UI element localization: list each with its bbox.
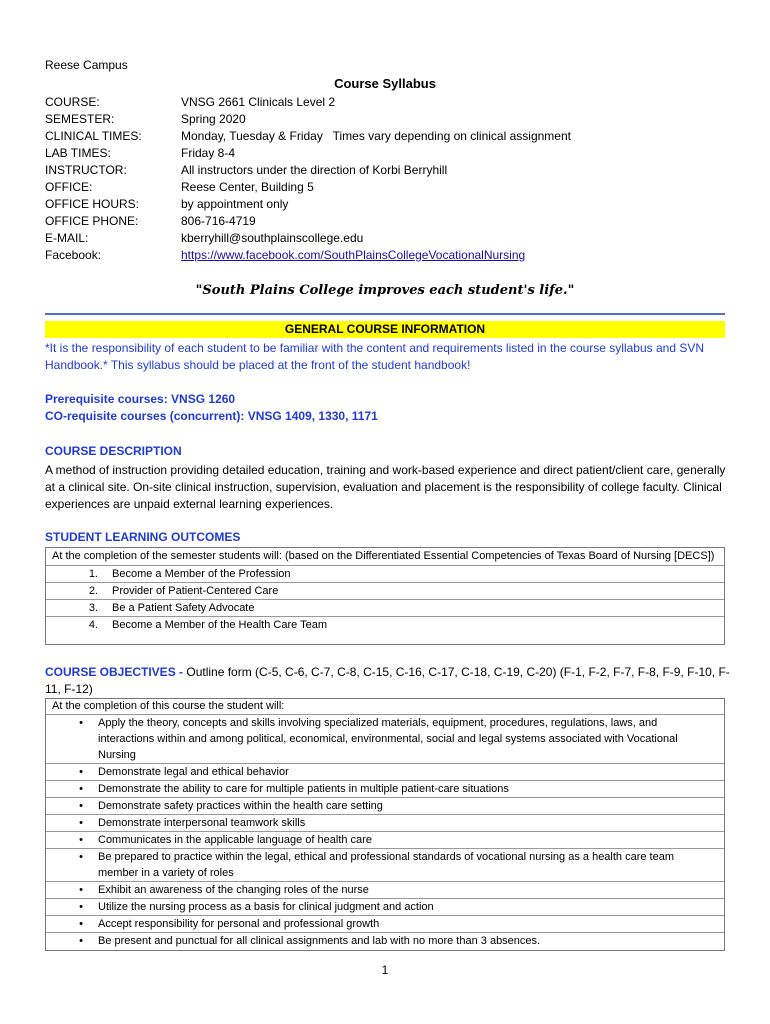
- objective-item: [46, 715, 724, 764]
- info-label: E-MAIL:: [45, 231, 89, 245]
- objective-text: Apply the theory, concepts and skills involving specialized materials, equipment, procedures, regulations, laws, and interactions within and among political, economical, environmental, social and legal systems associated with Vocational Nursing: [98, 717, 678, 761]
- info-label: OFFICE PHONE:: [45, 214, 139, 228]
- slo-item: [46, 600, 724, 617]
- info-row-office-phone: [45, 213, 571, 230]
- objectives-title: COURSE OBJECTIVES -: [45, 665, 184, 679]
- objective-text: Exhibit an awareness of the changing roles of the nurse: [98, 884, 369, 896]
- info-label: SEMESTER:: [45, 112, 115, 126]
- objective-text: Demonstrate interpersonal teamwork skills: [98, 817, 306, 829]
- bullet-icon: •: [79, 766, 83, 778]
- bullet-icon: •: [79, 884, 83, 896]
- objective-text: Utilize the nursing process as a basis for clinical judgment and action: [98, 901, 434, 913]
- objective-text: Be prepared to practice within the legal, ethical and professional standards of vocational nursing as a health care team member in a variety of roles: [98, 851, 675, 879]
- info-label: COURSE:: [45, 95, 100, 109]
- bullet-icon: •: [79, 783, 83, 795]
- course-objectives-heading: [45, 664, 730, 698]
- general-info-header: GENERAL COURSE INFORMATION: [45, 321, 725, 338]
- info-value: 806-716-4719: [181, 214, 256, 228]
- slo-table: [45, 547, 725, 645]
- bullet-icon: •: [79, 817, 83, 829]
- info-label: OFFICE:: [45, 180, 93, 194]
- bullet-icon: •: [79, 834, 83, 846]
- slo-number: 2.: [88, 585, 98, 597]
- objective-item: [46, 764, 724, 781]
- email-address: kberryhill@southplainscollege.edu: [181, 231, 364, 245]
- info-row-office: [45, 179, 571, 196]
- objective-text: Demonstrate the ability to care for multiple patients in multiple patient-care situations: [98, 783, 509, 795]
- info-row-semester: [45, 111, 571, 128]
- objective-item: [46, 882, 724, 899]
- info-label: CLINICAL TIMES:: [45, 129, 142, 143]
- info-label: OFFICE HOURS:: [45, 197, 140, 211]
- objective-item: [46, 916, 724, 933]
- objective-item: [46, 815, 724, 832]
- info-value: VNSG 2661 Clinicals Level 2: [181, 95, 336, 109]
- page-number: 1: [381, 963, 389, 977]
- slo-text: Become a Member of the Profession: [112, 568, 291, 580]
- objective-text: Demonstrate legal and ethical behavior: [98, 766, 289, 778]
- objectives-table: [45, 698, 725, 951]
- objective-item: [46, 781, 724, 798]
- info-label: Facebook:: [45, 248, 102, 262]
- bullet-icon: •: [79, 800, 83, 812]
- facebook-value: [181, 247, 525, 264]
- objectives-outline: Outline form (C-5, C-6, C-7, C-8, C-15, C-16, C-17, C-18, C-19, C-20) (F-1, F-2, F-7, F-8, F-9, F-10, F-11, F-12): [45, 665, 730, 696]
- course-description-heading: COURSE DESCRIPTION: [45, 444, 182, 458]
- responsibility-notice: *It is the responsibility of each student to be familiar with the content and requirements listed in the course syllabus and SVN Handbook.* This syllabus should be placed at the front of the student handbook!: [45, 341, 705, 372]
- bullet-icon: •: [79, 901, 83, 913]
- objective-item: [46, 899, 724, 916]
- info-row-email: [45, 230, 571, 247]
- slo-number: 4.: [88, 619, 98, 631]
- objective-item: [46, 933, 724, 949]
- objective-item: [46, 798, 724, 815]
- objective-text: Be present and punctual for all clinical assignments and lab with no more than 3 absences.: [98, 935, 541, 947]
- objectives-intro: At the completion of this course the student will:: [46, 699, 724, 715]
- slo-heading: STUDENT LEARNING OUTCOMES: [45, 530, 241, 544]
- slo-text: Be a Patient Safety Advocate: [112, 602, 255, 614]
- prerequisite-courses: Prerequisite courses: VNSG 1260: [45, 392, 236, 406]
- bullet-icon: •: [79, 851, 83, 863]
- slo-text: Become a Member of the Health Care Team: [112, 619, 328, 631]
- info-row-facebook: [45, 247, 571, 264]
- info-value: All instructors under the direction of Korbi Berryhill: [181, 163, 448, 177]
- slo-text: Provider of Patient-Centered Care: [112, 585, 279, 597]
- slo-item: [46, 566, 724, 583]
- requisites-block: [45, 391, 378, 425]
- course-info-block: [45, 94, 571, 264]
- objective-text: Communicates in the applicable language of health care: [98, 834, 372, 846]
- section-divider: [45, 313, 725, 315]
- document-title: Course Syllabus: [334, 76, 436, 91]
- info-row-clinical-times: [45, 128, 571, 145]
- objective-text: Accept responsibility for personal and professional growth: [98, 918, 380, 930]
- info-value: by appointment only: [181, 197, 289, 211]
- slo-number: 1.: [88, 568, 98, 580]
- course-description-text: A method of instruction providing detailed education, training and work-based experience and direct patient/client care, generally at a clinical site. On-site clinical instruction, supervision, evaluation and placement is the responsibility of college faculty. Clinical experiences are unpaid external learning experiences.: [45, 463, 726, 511]
- slo-intro: At the completion of the semester students will: (based on the Differentiated Essential Competencies of Texas Board of Nursing [DECS]): [46, 548, 724, 566]
- slo-item: [46, 583, 724, 600]
- objective-item: [46, 849, 724, 882]
- objective-item: [46, 832, 724, 849]
- info-row-instructor: [45, 162, 571, 179]
- bullet-icon: •: [79, 717, 83, 729]
- bullet-icon: •: [79, 935, 83, 947]
- college-motto: "South Plains College improves each student's life.": [195, 283, 575, 298]
- slo-number: 3.: [88, 602, 98, 614]
- info-row-office-hours: [45, 196, 571, 213]
- corequisite-courses: CO-requisite courses (concurrent): VNSG 1409, 1330, 1171: [45, 409, 378, 423]
- info-value: Monday, Tuesday & Friday Times vary depending on clinical assignment: [181, 129, 571, 143]
- facebook-link[interactable]: https://www.facebook.com/SouthPlainsCollegeVocationalNursing: [181, 248, 526, 262]
- bullet-icon: •: [79, 918, 83, 930]
- info-label: LAB TIMES:: [45, 146, 111, 160]
- info-row-course: [45, 94, 571, 111]
- info-label: INSTRUCTOR:: [45, 163, 127, 177]
- info-value: Friday 8-4: [181, 146, 236, 160]
- info-value: Spring 2020: [181, 112, 246, 126]
- info-value: Reese Center, Building 5: [181, 180, 314, 194]
- campus-name: Reese Campus: [45, 58, 128, 72]
- objective-text: Demonstrate safety practices within the health care setting: [98, 800, 383, 812]
- info-row-lab-times: [45, 145, 571, 162]
- slo-item: [46, 617, 724, 633]
